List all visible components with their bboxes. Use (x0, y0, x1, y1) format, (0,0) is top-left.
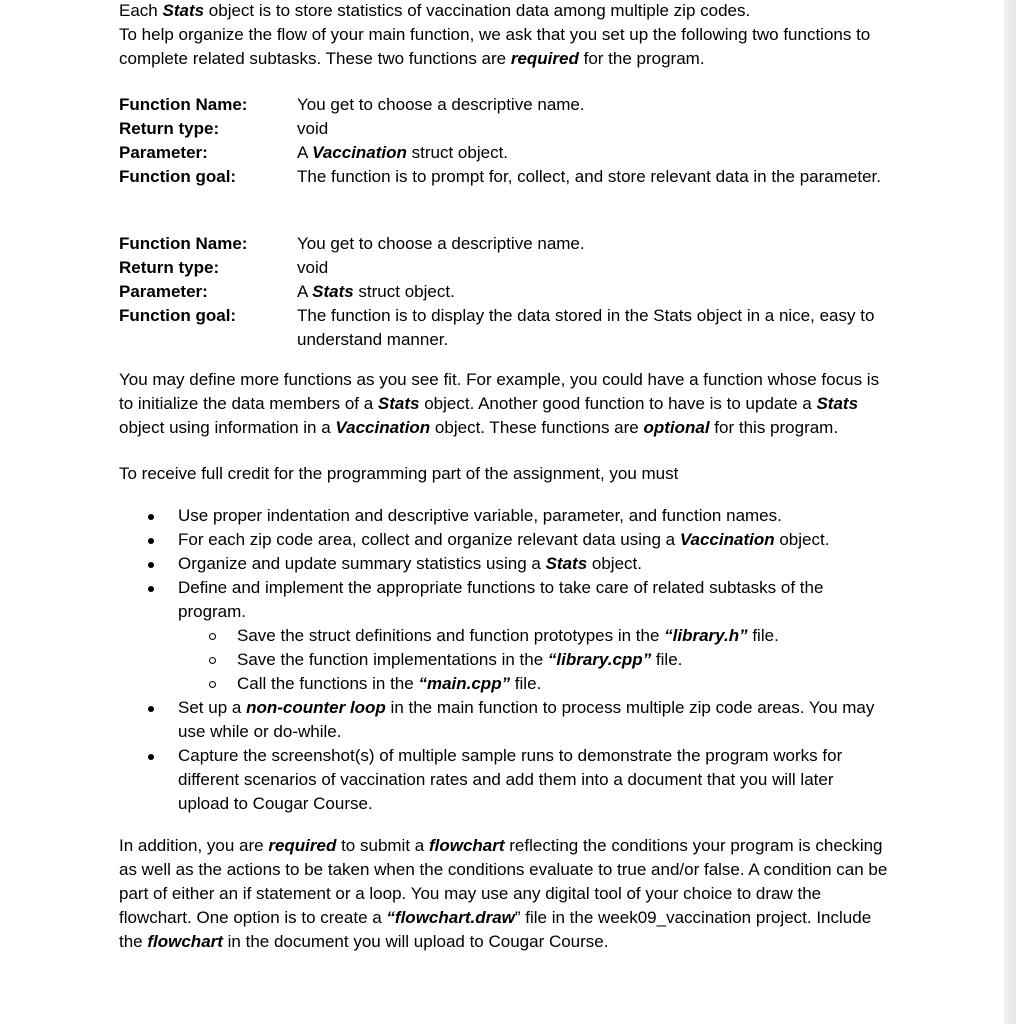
credit-intro: To receive full credit for the programming part of the assignment, you must (119, 464, 679, 483)
text: ” file in the week09_vaccination project. Include the (119, 908, 872, 951)
stats-keyword: Stats (816, 394, 859, 413)
return-type-value: void (297, 119, 329, 138)
text: Use proper indentation and descriptive variable, parameter, and function names. (178, 506, 782, 525)
text: in the document you will upload to Cougar Course. (222, 932, 609, 951)
filename: “library.h” (664, 626, 748, 645)
parameter-label: Parameter: (119, 143, 208, 162)
text: for this program. (709, 418, 839, 437)
list-item (119, 576, 889, 696)
intro-paragraph (119, 0, 889, 71)
list-item (119, 744, 889, 816)
circle-bullet-icon (209, 681, 216, 688)
text: Save the struct definitions and function prototypes in the (237, 626, 665, 645)
text: You may define more functions as you see fit. For example, you could have a function whose focus is to initialize the data members of a (119, 370, 880, 413)
text: file. (510, 674, 542, 693)
flowchart-keyword: flowchart (428, 836, 505, 855)
filename: “library.cpp” (547, 650, 652, 669)
parameter-label: Parameter: (119, 282, 208, 301)
text: file. (747, 626, 779, 645)
text: Each (119, 1, 163, 20)
text: struct object. (353, 282, 455, 301)
vaccination-keyword: Vaccination (679, 530, 775, 549)
text: Organize and update summary statistics using a (178, 554, 546, 573)
function-goal-value: The function is to display the data stored in the Stats object in a nice, easy to understand manner. (297, 306, 875, 349)
return-type-value: void (297, 258, 329, 277)
bullet-icon (148, 562, 154, 568)
text: file. (651, 650, 683, 669)
text: reflecting the conditions your program is checking as well as the actions to be taken when the conditions evaluate to true and/or false. A condition can be part of either an if statement or a loop. You may use any digital tool of your choice to draw the flowchart. One option is to create a (119, 836, 888, 927)
required-keyword: required (268, 836, 337, 855)
bullet-icon (148, 514, 154, 520)
bullet-icon (148, 538, 154, 544)
parameter-row (119, 280, 889, 304)
function-name-label: Function Name: (119, 95, 248, 114)
intro-line-2 (119, 23, 889, 71)
stats-keyword: Stats (312, 282, 354, 301)
return-type-label: Return type: (119, 119, 220, 138)
text: to submit a (336, 836, 429, 855)
requirements-list (119, 504, 889, 816)
function-goal-row (119, 165, 889, 189)
text: for the program. (578, 49, 705, 68)
function-goal-label: Function goal: (119, 306, 237, 325)
text: struct object. (406, 143, 509, 162)
text: For each zip code area, collect and organize relevant data using a (178, 530, 680, 549)
loop-keyword: non-counter loop (246, 698, 386, 717)
circle-bullet-icon (209, 657, 216, 664)
text: To help organize the flow of your main function, we ask that you set up the following two functions to complete related subtasks. These two functions are (119, 25, 871, 68)
bullet-icon (148, 586, 154, 592)
sublist-item (178, 624, 889, 648)
text: object. (587, 554, 642, 573)
text: object. (774, 530, 830, 549)
bullet-icon (148, 706, 154, 712)
sublist-item (178, 672, 889, 696)
stats-keyword: Stats (545, 554, 588, 573)
list-item (119, 552, 889, 576)
parameter-row (119, 141, 889, 165)
function-spec-1 (119, 93, 889, 189)
text: Call the functions in the (237, 674, 419, 693)
function-name-label: Function Name: (119, 234, 248, 253)
optional-functions-paragraph (119, 368, 889, 440)
circle-bullet-icon (209, 633, 216, 640)
stats-keyword: Stats (377, 394, 420, 413)
stats-keyword: Stats (162, 1, 205, 20)
text: Set up a (178, 698, 247, 717)
parameter-value (297, 141, 889, 165)
bullet-icon (148, 754, 154, 760)
list-item (119, 528, 889, 552)
file-sublist (178, 624, 889, 696)
return-type-label: Return type: (119, 258, 220, 277)
vaccination-keyword: Vaccination (335, 418, 431, 437)
list-item (119, 696, 889, 744)
flowchart-keyword: flowchart (147, 932, 223, 951)
vaccination-keyword: Vaccination (312, 143, 407, 162)
text: object using information in a (119, 418, 336, 437)
required-keyword: required (510, 49, 579, 68)
text: in the main function to process multiple zip code areas. You may use while or do-while. (178, 698, 875, 741)
return-type-row (119, 117, 889, 141)
function-name-row (119, 232, 889, 256)
optional-keyword: optional (643, 418, 710, 437)
document-content (119, 0, 889, 954)
function-goal-label: Function goal: (119, 167, 237, 186)
text: Capture the screenshot(s) of multiple sample runs to demonstrate the program works for different scenarios of vaccination rates and add them into a document that you will later upload to Cougar Course. (178, 746, 843, 813)
list-item (119, 504, 889, 528)
function-name-value: You get to choose a descriptive name. (297, 234, 585, 253)
filename: “main.cpp” (418, 674, 511, 693)
text: Define and implement the appropriate functions to take care of related subtasks of the program. (178, 578, 824, 621)
page-edge (1004, 0, 1016, 1024)
filename: “flowchart.draw (386, 908, 515, 927)
parameter-value (297, 280, 889, 304)
text: object. Another good function to have is to update a (419, 394, 817, 413)
function-name-value: You get to choose a descriptive name. (297, 95, 585, 114)
text: object is to store statistics of vaccination data among multiple zip codes. (204, 1, 751, 20)
function-goal-value: The function is to prompt for, collect, and store relevant data in the parameter. (297, 167, 881, 186)
text: Save the function implementations in the (237, 650, 548, 669)
flowchart-paragraph (119, 834, 889, 954)
text: A (297, 282, 313, 301)
text: A (297, 143, 313, 162)
text: In addition, you are (119, 836, 269, 855)
sublist-item (178, 648, 889, 672)
function-goal-row (119, 304, 889, 352)
function-name-row (119, 93, 889, 117)
function-spec-2 (119, 232, 889, 352)
intro-line-1 (119, 0, 889, 23)
return-type-row (119, 256, 889, 280)
text: object. These functions are (430, 418, 644, 437)
